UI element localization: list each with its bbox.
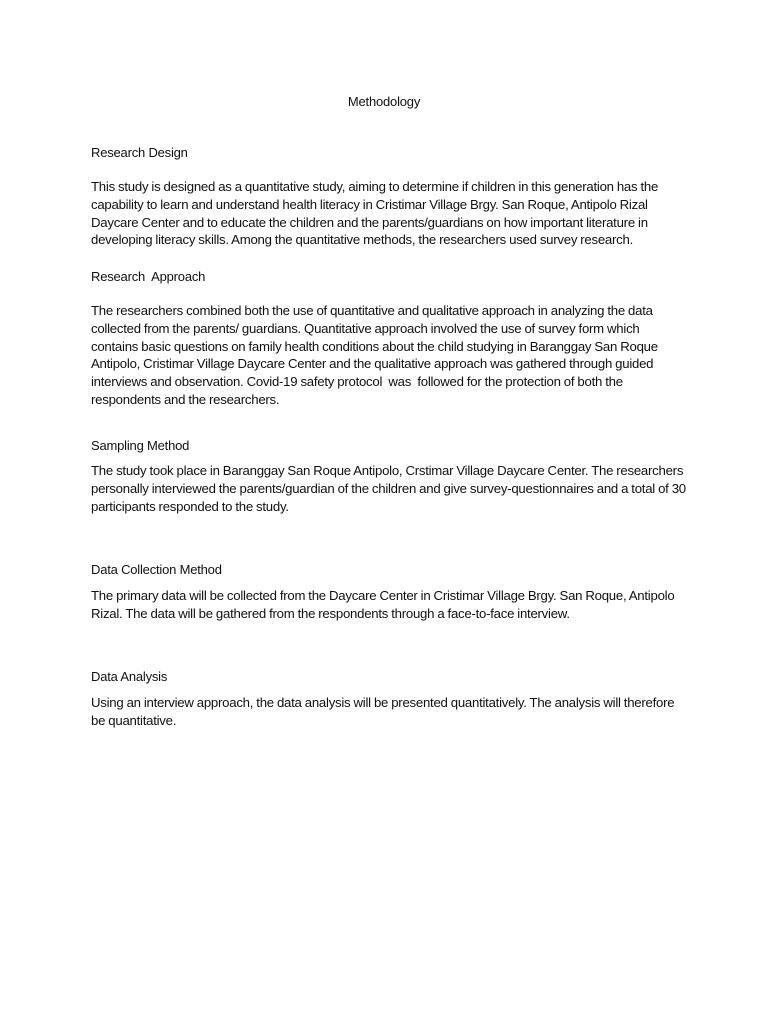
paragraph-line: capability to learn and understand health literacy in Cristimar Village Brgy. San Roque, Antipolo Rizal bbox=[91, 196, 648, 212]
section-body-data-analysis bbox=[91, 694, 681, 730]
paragraph-line: be quantitative. bbox=[91, 712, 177, 728]
section-body-research-design bbox=[91, 178, 681, 249]
paragraph-line: The study took place in Baranggay San Roque Antipolo, Crstimar Village Daycare Center. The researchers bbox=[91, 463, 684, 478]
paragraph-line: collected from the parents/ guardians. Quantitative approach involved the use of survey form which bbox=[91, 320, 640, 336]
paragraph-line: Using an interview approach, the data analysis will be presented quantitatively. The analysis will therefore bbox=[91, 695, 675, 710]
paragraph-line: respondents and the researchers. bbox=[91, 391, 280, 407]
paragraph-line: personally interviewed the parents/guardian of the children and give survey-questionnaires and a total of 30 bbox=[91, 480, 686, 496]
paragraph-line: The primary data will be collected from the Daycare Center in Cristimar Village Brgy. San Roque, Antipolo bbox=[91, 588, 675, 603]
section-heading-research-approach: Research Approach bbox=[91, 269, 206, 284]
section-heading-sampling-method: Sampling Method bbox=[91, 438, 190, 453]
section-heading-data-analysis: Data Analysis bbox=[91, 669, 168, 684]
section-heading-research-design: Research Design bbox=[91, 145, 188, 160]
paragraph-line: developing literacy skills. Among the quantitative methods, the researchers used survey research. bbox=[91, 232, 634, 248]
paragraph-line: participants responded to the study. bbox=[91, 498, 289, 514]
page-title: Methodology bbox=[347, 94, 421, 109]
paragraph-line: This study is designed as a quantitative study, aiming to determine if children in this generation has the bbox=[91, 179, 659, 194]
section-body-research-approach bbox=[91, 302, 681, 409]
section-body-data-collection-method bbox=[91, 587, 681, 623]
paragraph-line: Rizal. The data will be gathered from the respondents through a face-to-face interview. bbox=[91, 605, 570, 621]
paragraph-line: Daycare Center and to educate the children and the parents/guardians on how important literature in bbox=[91, 214, 648, 230]
paragraph-line: interviews and observation. Covid-19 safety protocol was followed for the protection of both the bbox=[91, 374, 623, 390]
section-heading-data-collection-method: Data Collection Method bbox=[91, 562, 222, 577]
paragraph-line: Antipolo, Cristimar Village Daycare Center and the qualitative approach was gathered through guided bbox=[91, 356, 654, 372]
section-body-sampling-method bbox=[91, 462, 686, 515]
paragraph-line: The researchers combined both the use of quantitative and qualitative approach in analyzing the data bbox=[91, 303, 653, 318]
paragraph-line: contains basic questions on family health conditions about the child studying in Baranggay San Roque bbox=[91, 338, 658, 354]
